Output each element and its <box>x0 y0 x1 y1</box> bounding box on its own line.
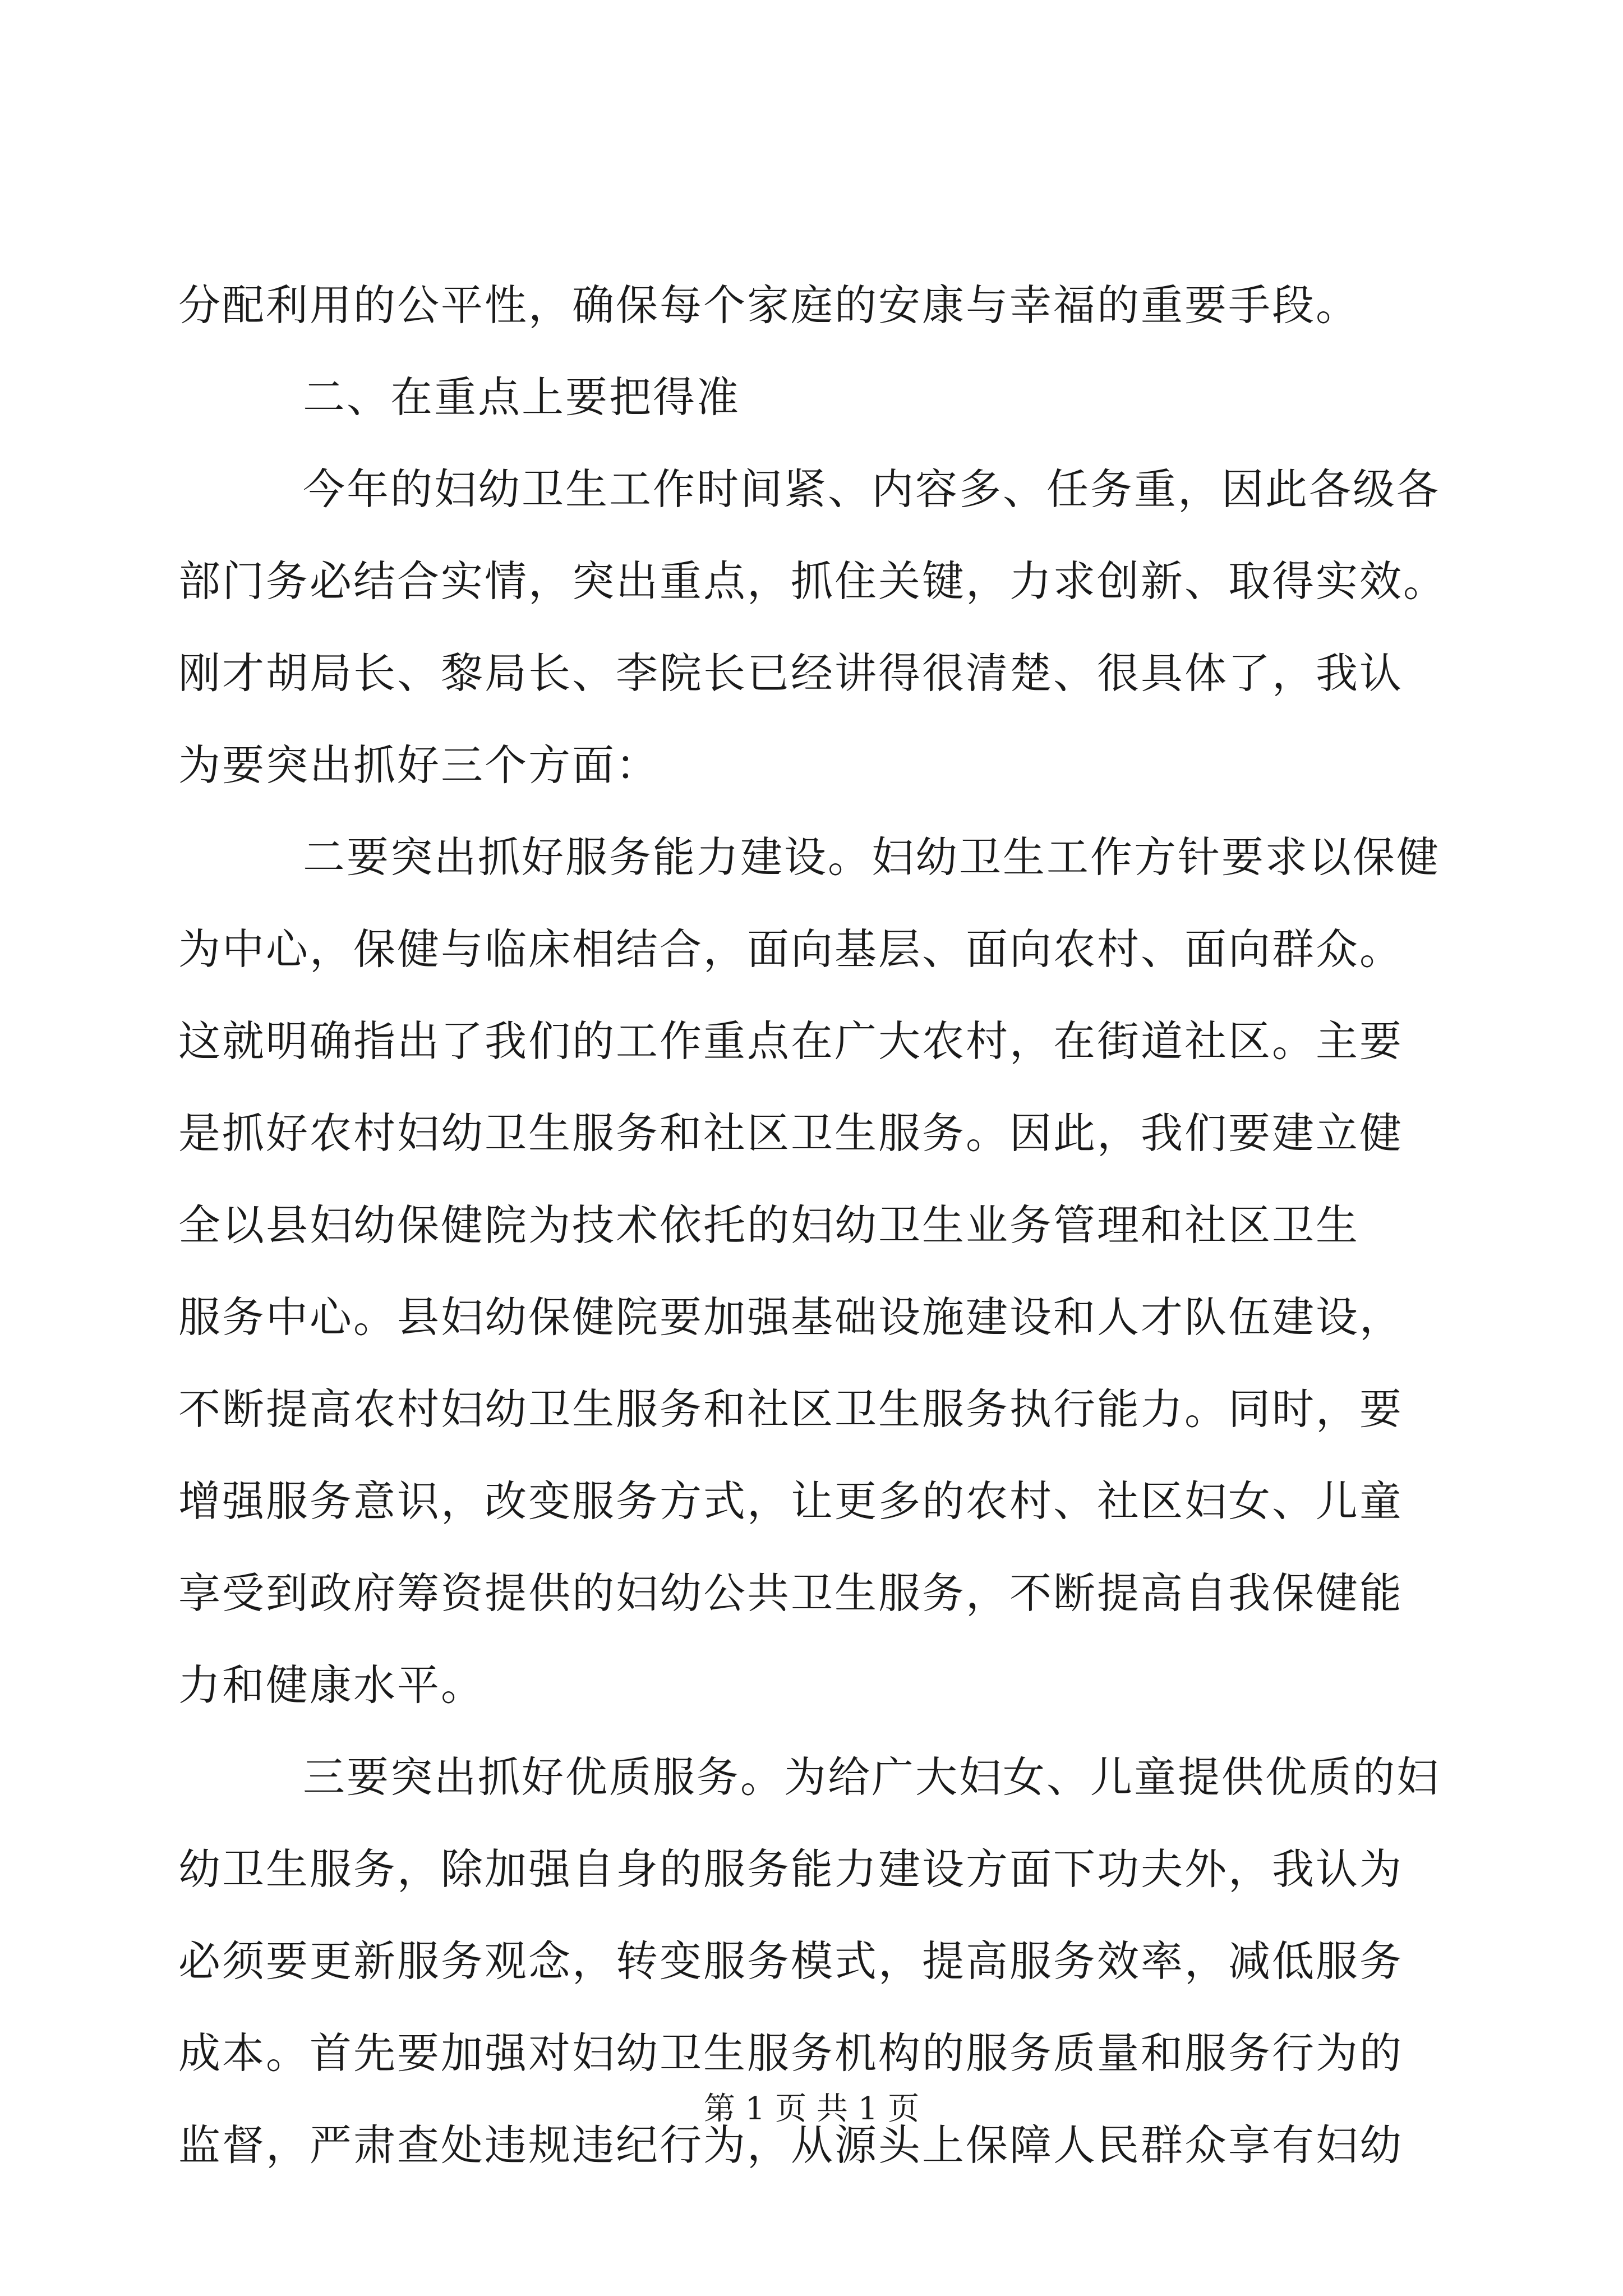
paragraph-line: 刚才胡局长、黎局长、李院长已经讲得很清楚、很具体了，我认 <box>178 648 1404 698</box>
paragraph-line: 三要突出抓好优质服务。为给广大妇女、儿童提供优质的妇 <box>303 1752 1441 1802</box>
page-footer <box>0 2087 1623 2132</box>
paragraph-line: 力和健康水平。 <box>178 1660 485 1710</box>
paragraph-line: 为中心，保健与临床相结合，面向基层、面向农村、面向群众。 <box>178 924 1404 974</box>
paragraph-line: 不断提高农村妇幼卫生服务和社区卫生服务执行能力。同时，要 <box>178 1384 1404 1434</box>
paragraph-line: 幼卫生服务，除加强自身的服务能力建设方面下功夫外，我认为 <box>178 1844 1404 1894</box>
document-body <box>178 259 1447 2191</box>
page-number-label: 第 1 页 共 1 页 <box>703 2091 920 2127</box>
paragraph-line: 为要突出抓好三个方面： <box>178 740 660 790</box>
section-heading: 二、在重点上要把得准 <box>303 372 741 422</box>
paragraph-line: 部门务必结合实情，突出重点，抓住关键，力求创新、取得实效。 <box>178 556 1447 606</box>
paragraph-line: 成本。首先要加强对妇幼卫生服务机构的服务质量和服务行为的 <box>178 2028 1404 2078</box>
paragraph-line: 全以县妇幼保健院为技术依托的妇幼卫生业务管理和社区卫生 <box>178 1200 1360 1250</box>
paragraph-line: 分配利用的公平性，确保每个家庭的安康与幸福的重要手段。 <box>178 280 1360 330</box>
paragraph-line: 服务中心。县妇幼保健院要加强基础设施建设和人才队伍建设， <box>178 1292 1404 1342</box>
paragraph-line: 这就明确指出了我们的工作重点在广大农村，在街道社区。主要 <box>178 1016 1404 1066</box>
paragraph-line: 今年的妇幼卫生工作时间紧、内容多、任务重，因此各级各 <box>303 464 1441 514</box>
paragraph-line: 增强服务意识，改变服务方式，让更多的农村、社区妇女、儿童 <box>178 1476 1404 1526</box>
paragraph-line: 是抓好农村妇幼卫生服务和社区卫生服务。因此，我们要建立健 <box>178 1108 1404 1158</box>
paragraph-line: 享受到政府筹资提供的妇幼公共卫生服务，不断提高自我保健能 <box>178 1568 1404 1618</box>
paragraph-line: 必须要更新服务观念，转变服务模式，提高服务效率，减低服务 <box>178 1936 1404 1986</box>
paragraph-line: 二要突出抓好服务能力建设。妇幼卫生工作方针要求以保健 <box>303 832 1441 882</box>
paragraph-line: 监督，严肃查处违规违纪行为，从源头上保障人民群众享有妇幼 <box>178 2120 1404 2170</box>
